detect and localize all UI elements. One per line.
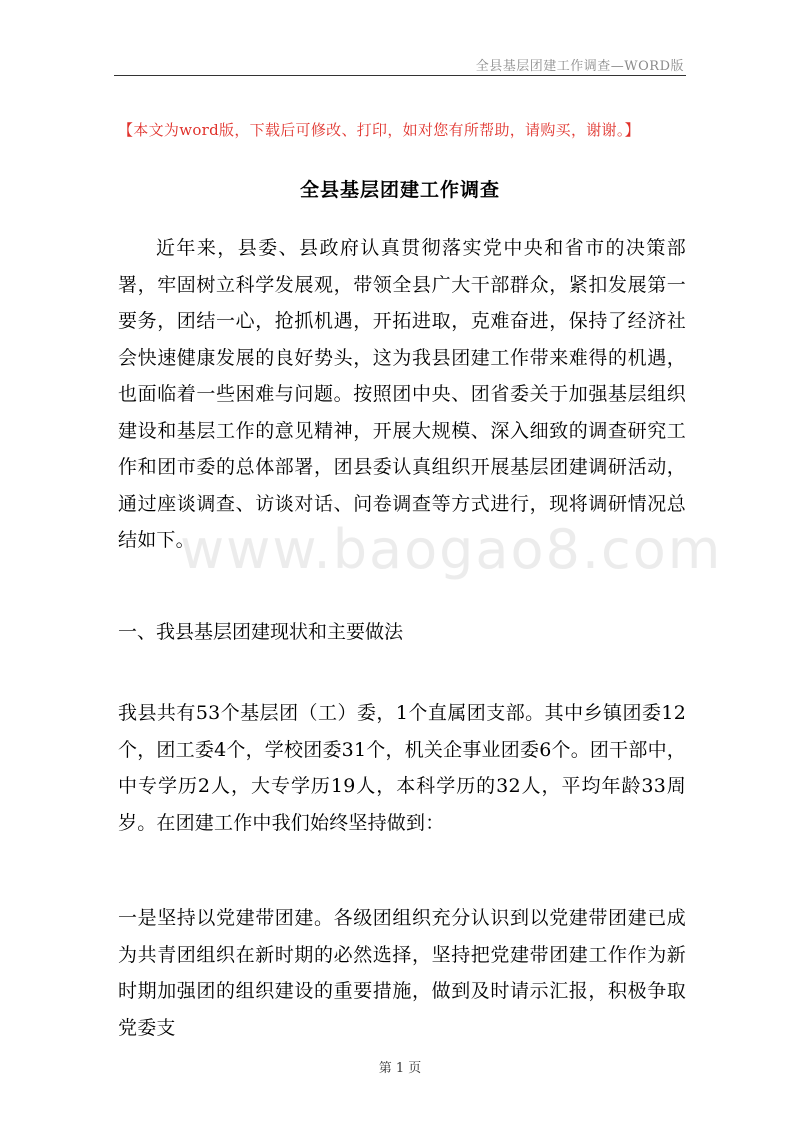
header-divider: [114, 75, 686, 76]
status-paragraph: 我县共有53个基层团（工）委，1个直属团支部。其中乡镇团委12个，团工委4个，学校团委31个，机关企事业团委6个。团干部中，中专学历2人，大专学历19人，本科学历的32人，平均年龄33周岁。在团建工作中我们始终坚持做到：: [118, 702, 686, 834]
document-title: 全县基层团建工作调查: [299, 179, 500, 201]
download-notice: 【本文为word版，下载后可修改、打印，如对您有所帮助，请购买，谢谢。】: [118, 121, 640, 139]
point-one-paragraph: 一是坚持以党建带团建。各级团组织充分认识到以党建带团建已成为共青团组织在新时期的必然选择，坚持把党建带团建工作作为新时期加强团的组织建设的重要措施，做到及时请示汇报，积极争取党委支: [118, 907, 686, 1039]
running-header: 全县基层团建工作调查—WORD版: [475, 59, 684, 74]
watermark: www.baogao8.com: [180, 518, 723, 581]
page-number: 第 1 页: [378, 1061, 422, 1076]
section-heading: 一、我县基层团建现状和主要做法: [118, 621, 404, 643]
intro-paragraph: 近年来，县委、县政府认真贯彻落实党中央和省市的决策部署，牢固树立科学发展观，带领全县广大干部群众，紧扣发展第一要务，团结一心，抢抓机遇，开拓进取，克难奋进，保持了经济社会快速健康发展的良好势头，这为我县团建工作带来难得的机遇，也面临着一些困难与问题。按照团中央、团省委关于加强基层组织建设和基层工作的意见精神，开展大规模、深入细致的调查研究工作和团市委的总体部署，团县委认真组织开展基层团建调研活动，通过座谈调查、访谈对话、问卷调查等方式进行，现将调研情况总结如下。: [118, 237, 686, 551]
